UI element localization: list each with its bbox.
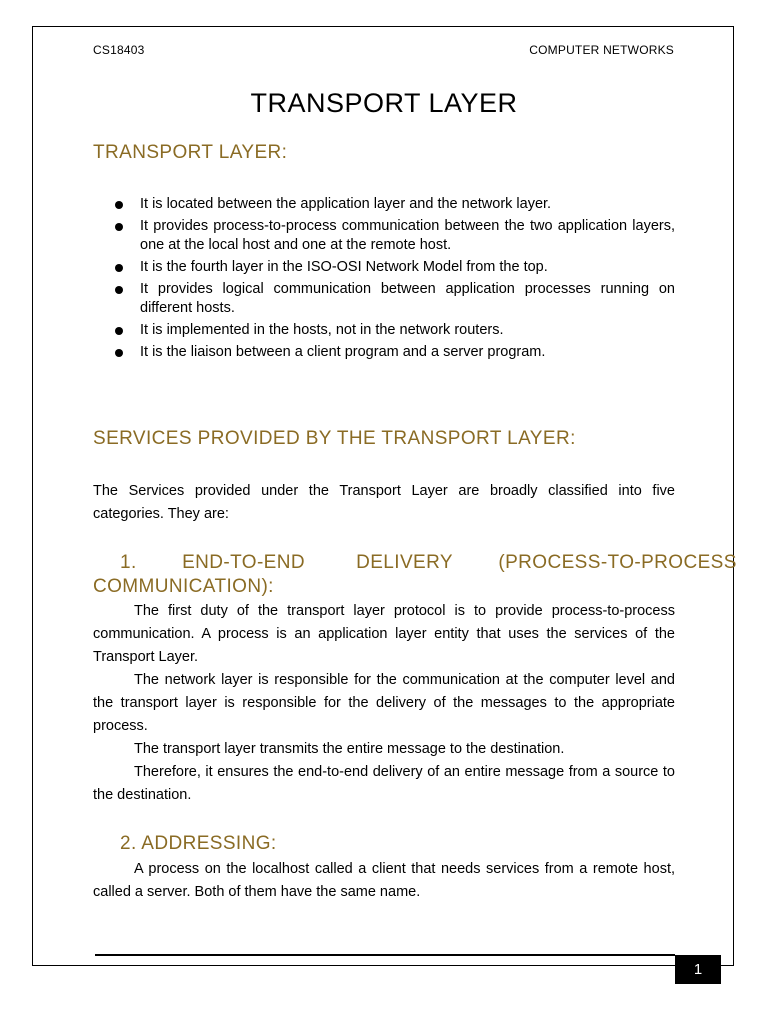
bullet-dot-icon bbox=[115, 286, 123, 294]
bullet-text: It is located between the application layer and the network layer. bbox=[140, 196, 552, 212]
header-course-name: COMPUTER NETWORKS bbox=[529, 43, 674, 57]
list-item bbox=[115, 321, 675, 340]
document-title: TRANSPORT LAYER bbox=[250, 88, 518, 118]
subsection-heading-end-to-end-line2: COMMUNICATION): bbox=[93, 576, 274, 597]
bullet-text: It is implemented in the hosts, not in the network routers. bbox=[140, 322, 504, 338]
subsection-heading-end-to-end: 1. END-TO-END DELIVERY (PROCESS-TO-PROCESS bbox=[120, 552, 737, 573]
list-item bbox=[115, 217, 675, 255]
subsection-heading-addressing: 2. ADDRESSING: bbox=[120, 833, 277, 854]
list-item bbox=[115, 195, 675, 214]
list-item bbox=[115, 258, 675, 277]
transport-layer-bullet-list bbox=[115, 195, 675, 365]
bullet-dot-icon bbox=[115, 201, 123, 209]
addressing-paragraph-1: A process on the localhost called a client that needs services from a remote host, called a server. Both of them have the same name. bbox=[93, 861, 675, 900]
footer-rule bbox=[95, 954, 675, 956]
bullet-dot-icon bbox=[115, 223, 123, 231]
bullet-text: It is the liaison between a client program and a server program. bbox=[140, 344, 546, 360]
bullet-dot-icon bbox=[115, 327, 123, 335]
bullet-text: It is the fourth layer in the ISO-OSI Network Model from the top. bbox=[140, 259, 548, 275]
bullet-text: It provides process-to-process communication between the two application layers, one at the local host and one at the remote host. bbox=[140, 218, 675, 253]
end-to-end-paragraph-3: The transport layer transmits the entire message to the destination. bbox=[134, 741, 565, 757]
section-heading-services: SERVICES PROVIDED BY THE TRANSPORT LAYER: bbox=[93, 428, 576, 449]
end-to-end-paragraph-2: The network layer is responsible for the communication at the computer level and the transport layer is responsible for the delivery of the messages to the appropriate process. bbox=[93, 672, 675, 734]
header-course-code: CS18403 bbox=[93, 43, 145, 57]
end-to-end-paragraph-1: The first duty of the transport layer protocol is to provide process-to-process communication. A process is an application layer entity that uses the services of the Transport Layer. bbox=[93, 603, 675, 665]
bullet-dot-icon bbox=[115, 264, 123, 272]
page-number: 1 bbox=[675, 955, 721, 984]
bullet-text: It provides logical communication between application processes running on different hosts. bbox=[140, 281, 675, 316]
list-item bbox=[115, 280, 675, 318]
list-item bbox=[115, 343, 675, 362]
section-heading-transport-layer: TRANSPORT LAYER: bbox=[93, 142, 288, 163]
end-to-end-paragraph-4: Therefore, it ensures the end-to-end delivery of an entire message from a source to the destination. bbox=[93, 764, 675, 803]
services-intro-paragraph: The Services provided under the Transport Layer are broadly classified into five categories. They are: bbox=[93, 483, 675, 522]
bullet-dot-icon bbox=[115, 349, 123, 357]
